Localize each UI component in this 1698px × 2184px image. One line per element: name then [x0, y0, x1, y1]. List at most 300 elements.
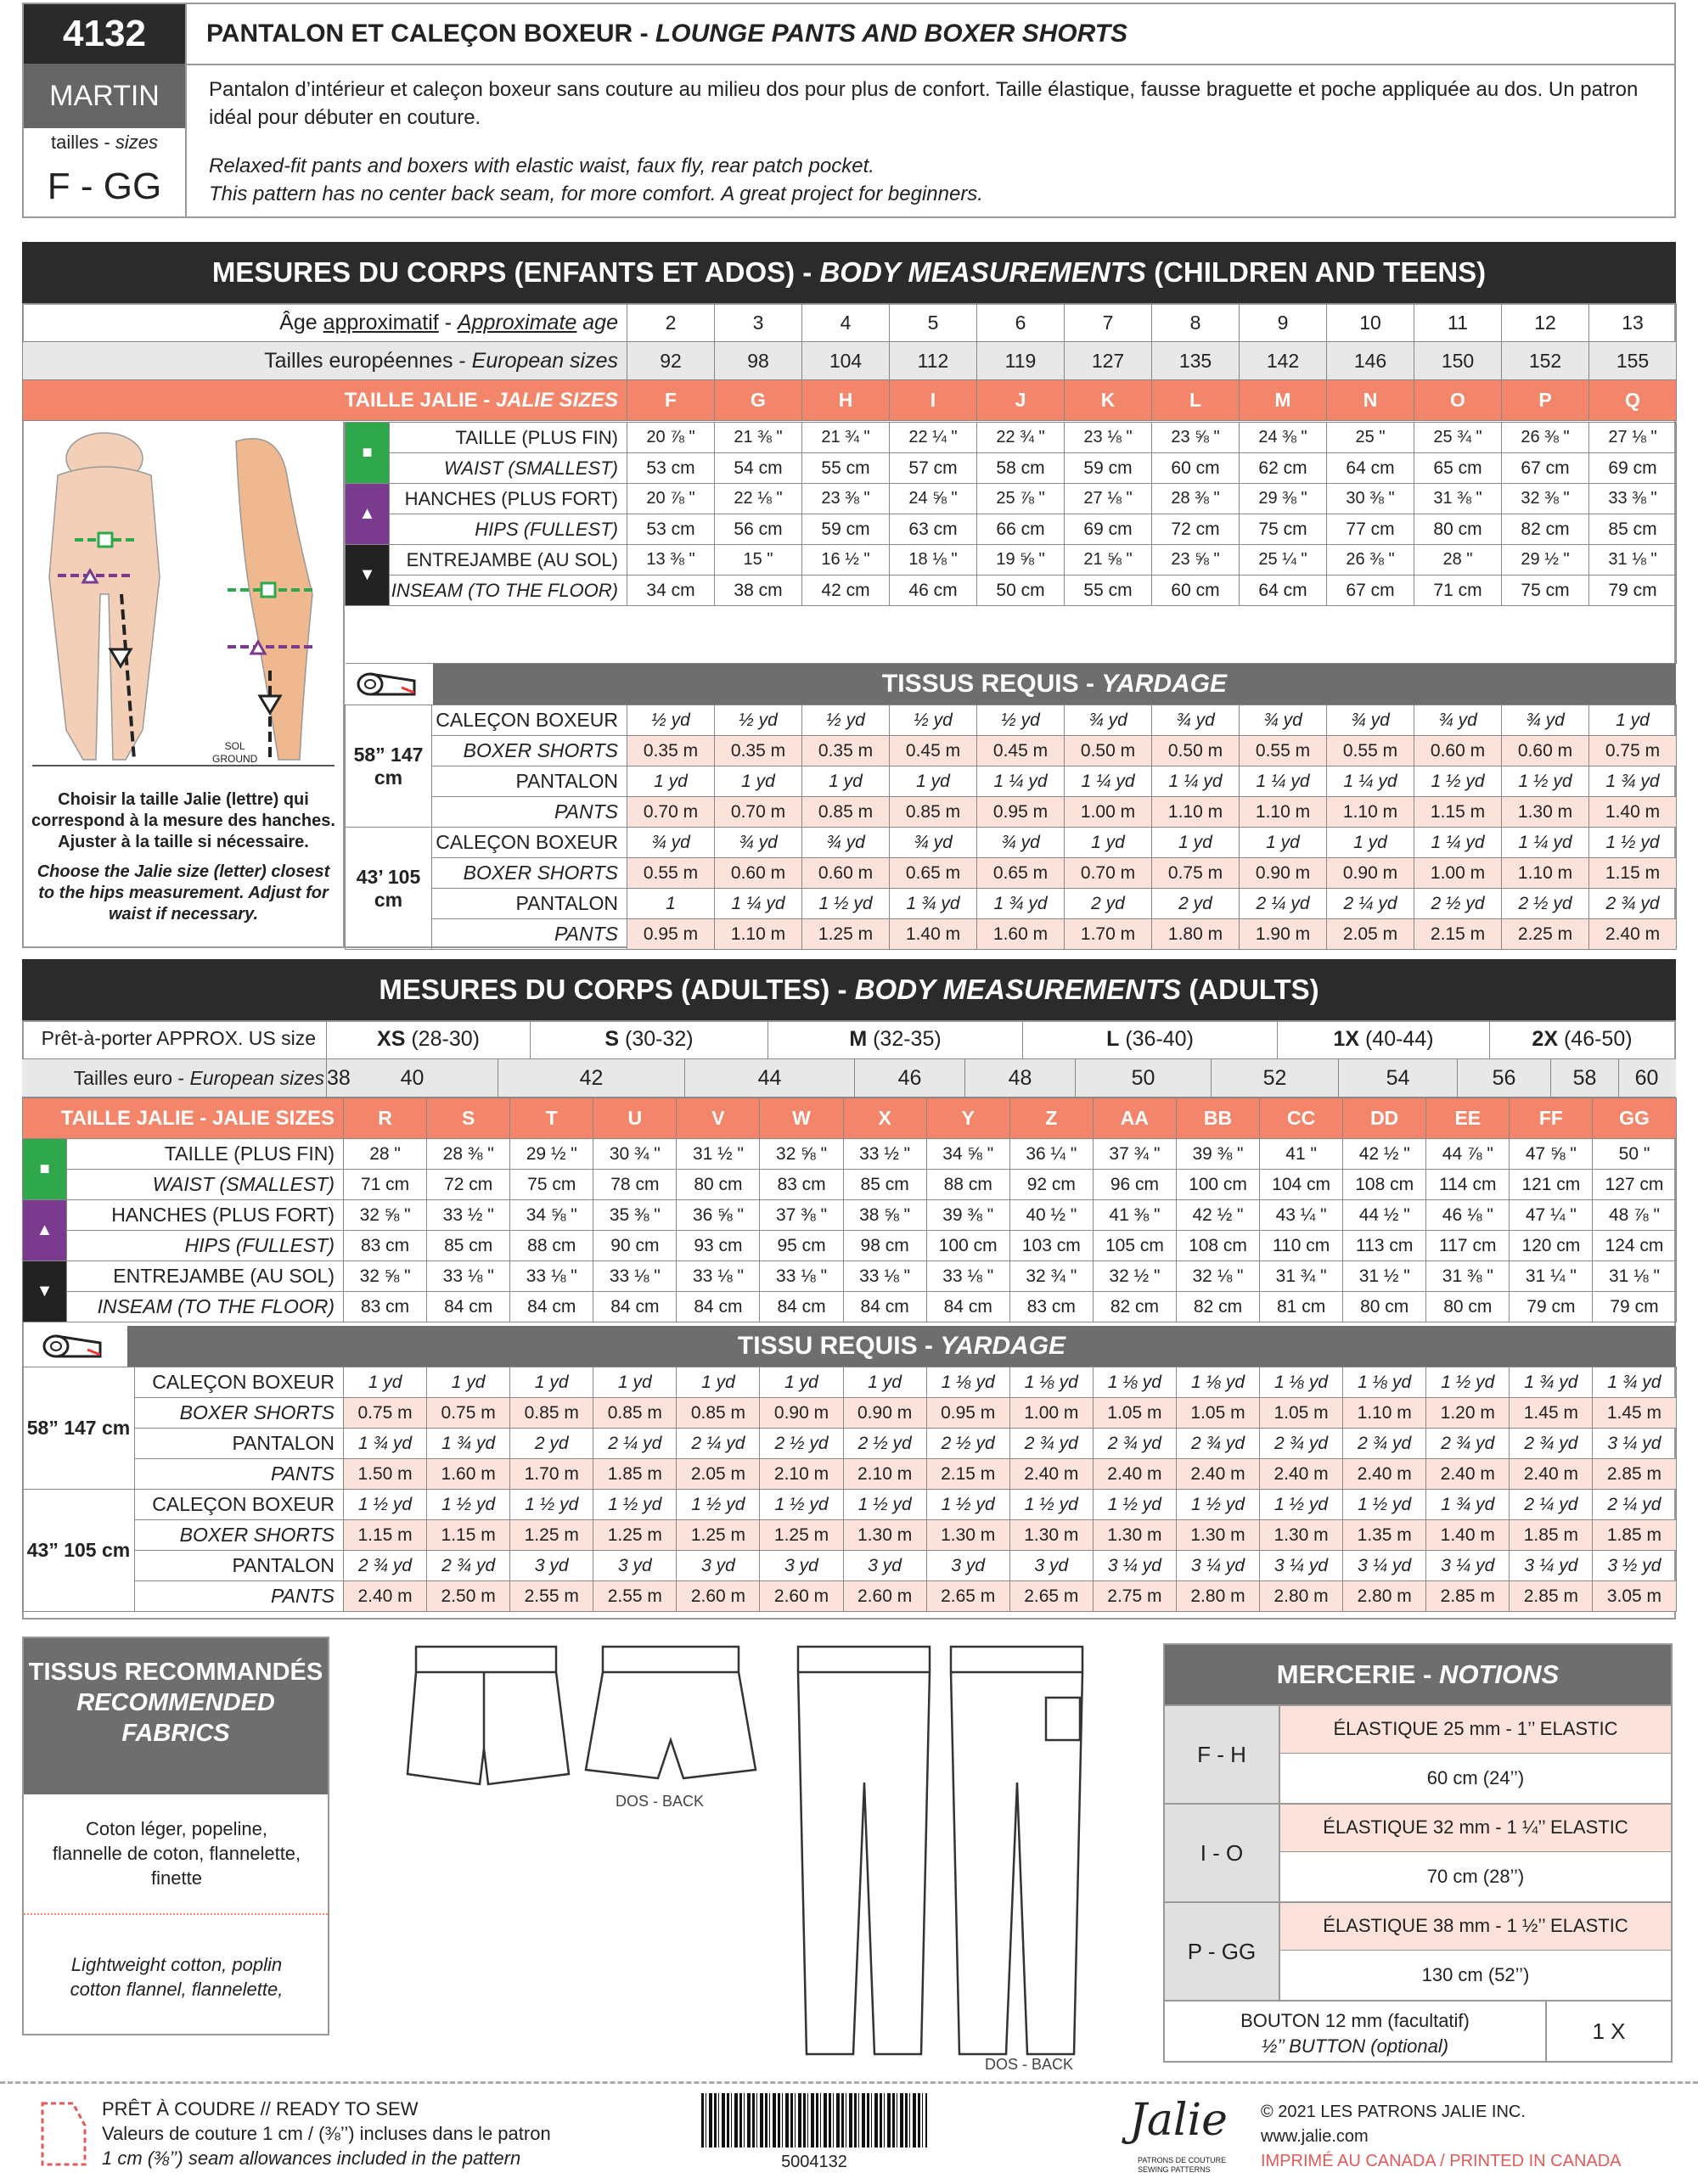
yd-cell: 1 yd — [677, 1367, 760, 1398]
pants-label-en: PANTS — [432, 919, 627, 950]
us-size-cell: L (36-40) — [1022, 1020, 1277, 1058]
boxer-label: CALEÇON BOXEUR — [432, 828, 627, 858]
adult-waist-cm: 75 cm — [510, 1170, 593, 1200]
adult-waist-cm: 85 cm — [843, 1170, 926, 1200]
m-cell: 1.30 m — [1093, 1520, 1176, 1551]
adult-hips-in: 34 ⅝ " — [510, 1200, 593, 1231]
jalie-cell: O — [1414, 380, 1502, 421]
yd-cell: 2 ¼ yd — [1593, 1490, 1676, 1520]
waist-label-en: WAIST (SMALLEST) — [67, 1170, 344, 1200]
adult-waist-in: 50 " — [1593, 1139, 1676, 1170]
adult-waist-in: 41 " — [1260, 1139, 1343, 1170]
yd-cell: ¾ yd — [1065, 705, 1152, 736]
waist-cm: 53 cm — [627, 453, 715, 484]
yd-cell: ½ yd — [890, 705, 977, 736]
yd-cell: 2 ¾ yd — [1009, 1429, 1093, 1459]
m-cell: 0.85 m — [510, 1398, 593, 1429]
m-cell: 1.10 m — [1327, 797, 1414, 828]
ages-cell: 5 — [890, 304, 977, 342]
adult-inseam-in: 33 ⅛ " — [760, 1261, 843, 1292]
euro-cell: 150 — [1414, 342, 1502, 380]
m-cell: 0.60 m — [1414, 736, 1502, 766]
yd-cell: 1 ½ yd — [1009, 1490, 1093, 1520]
yd-cell: 3 ¼ yd — [1426, 1551, 1510, 1581]
yardage-row — [23, 1490, 1677, 1520]
adult-inseam-cm: 84 cm — [760, 1292, 843, 1322]
adult-inseam-cm: 82 cm — [1176, 1292, 1259, 1322]
notion-name: ÉLASTIQUE 25 mm - 1’’ ELASTIC — [1279, 1706, 1671, 1754]
euro-cell: 46 — [854, 1059, 964, 1097]
yd-cell: 3 yd — [593, 1551, 677, 1581]
m-cell: 1.45 m — [1510, 1398, 1593, 1429]
ages-cell: 7 — [1065, 304, 1152, 342]
yd-cell: 1 yd — [1065, 828, 1152, 858]
yd-cell: 2 ½ yd — [1414, 889, 1502, 919]
inseam-cm: 67 cm — [1327, 575, 1414, 606]
m-cell: 1.85 m — [593, 1459, 677, 1490]
hips-in: 33 ⅜ " — [1589, 484, 1677, 514]
adult-hips-cm: 110 cm — [1260, 1231, 1343, 1261]
adult-inseam-in: 33 ⅛ " — [926, 1261, 1009, 1292]
adult-waist-cm: 72 cm — [427, 1170, 510, 1200]
waist-in: 26 ⅜ " — [1502, 423, 1589, 453]
yd-cell: 3 ¼ yd — [1260, 1551, 1343, 1581]
yd-cell: 1 ¾ yd — [1426, 1490, 1510, 1520]
hips-cm: 59 cm — [802, 514, 890, 545]
width-label: 58” 147 cm — [23, 1367, 135, 1490]
waist-label-en: WAIST (SMALLEST) — [390, 453, 627, 484]
yardage-row — [346, 766, 1677, 797]
adult-hips-in: 40 ½ " — [1009, 1200, 1093, 1231]
us-size-cell: 2X (46-50) — [1489, 1020, 1674, 1058]
jalie-cell: U — [593, 1098, 677, 1139]
inseam-icon: ▼ — [23, 1261, 67, 1322]
jalie-cell: EE — [1426, 1098, 1510, 1139]
adult-hips-in: 37 ⅜ " — [760, 1200, 843, 1231]
yd-cell: ¾ yd — [1502, 705, 1589, 736]
yd-cell: 1 yd — [1589, 705, 1677, 736]
kids-title: MESURES DU CORPS (ENFANTS ET ADOS) - BODY MEASUREMENTS (CHILDREN AND TEENS) — [22, 242, 1676, 303]
yd-cell: 1 ½ yd — [1426, 1367, 1510, 1398]
yd-cell: 1 yd — [890, 766, 977, 797]
hips-in: 32 ⅜ " — [1502, 484, 1589, 514]
hips-label: HANCHES (PLUS FORT) — [390, 484, 627, 514]
m-cell: 0.65 m — [977, 858, 1065, 889]
yd-cell: 1 yd — [760, 1367, 843, 1398]
adult-inseam-in: 32 ½ " — [1093, 1261, 1176, 1292]
yd-cell: 2 ½ yd — [926, 1429, 1009, 1459]
jalie-cell: W — [760, 1098, 843, 1139]
adult-waist-in: 36 ¼ " — [1009, 1139, 1093, 1170]
inseam-cm: 60 cm — [1152, 575, 1240, 606]
pattern-name: MARTIN — [24, 64, 185, 128]
header — [22, 3, 1676, 218]
yd-cell: 1 ½ yd — [677, 1490, 760, 1520]
m-cell: 1.30 m — [926, 1520, 1009, 1551]
adult-hips-cm: 93 cm — [677, 1231, 760, 1261]
m-cell: 1.25 m — [510, 1520, 593, 1551]
m-cell: 0.75 m — [1589, 736, 1677, 766]
inseam-cm-row — [346, 575, 1677, 606]
notion-name: ÉLASTIQUE 32 mm - 1 ¼’’ ELASTIC — [1279, 1805, 1671, 1852]
m-cell: 1.40 m — [1426, 1520, 1510, 1551]
m-cell: 0.85 m — [890, 797, 977, 828]
m-cell: 1.15 m — [1414, 797, 1502, 828]
yd-cell: 1 ¾ yd — [1510, 1367, 1593, 1398]
notion-size: F - H — [1165, 1706, 1279, 1803]
yd-cell: 2 ¾ yd — [1426, 1429, 1510, 1459]
yd-cell: 1 ¼ yd — [715, 889, 802, 919]
ages-cell: 10 — [1327, 304, 1414, 342]
yd-cell: 2 yd — [1152, 889, 1240, 919]
yd-cell: 2 ¼ yd — [1240, 889, 1327, 919]
yd-cell: 1 yd — [593, 1367, 677, 1398]
m-cell: 1.30 m — [1260, 1520, 1343, 1551]
ages-cell: 6 — [977, 304, 1065, 342]
yd-cell: ¾ yd — [890, 828, 977, 858]
m-cell: 2.15 m — [1414, 919, 1502, 950]
m-cell: 2.05 m — [1327, 919, 1414, 950]
waist-icon: ■ — [346, 423, 390, 484]
inseam-label: ENTREJAMBE (AU SOL) — [390, 545, 627, 575]
yd-cell: 1 yd — [627, 766, 715, 797]
waist-cm: 67 cm — [1502, 453, 1589, 484]
yd-cell: 1 yd — [843, 1367, 926, 1398]
hips-in: 23 ⅜ " — [802, 484, 890, 514]
adult-waist-in: 34 ⅝ " — [926, 1139, 1009, 1170]
adult-waist-cm: 127 cm — [1593, 1170, 1676, 1200]
yd-cell: 1 yd — [344, 1367, 427, 1398]
ready-to-sew: PRÊT À COUDRE // READY TO SEW Valeurs de couture 1 cm / (⅜’’) incluses dans le patron 1 cm (⅜’’) seam allowances included in the pattern — [102, 2098, 551, 2169]
yd-cell: 1 ½ yd — [510, 1490, 593, 1520]
body-figure — [24, 424, 343, 781]
adult-inseam-cm: 82 cm — [1093, 1292, 1176, 1322]
yd-cell: 2 yd — [510, 1429, 593, 1459]
back-label-1: DOS - BACK — [616, 1793, 705, 1810]
hips-label-en: HIPS (FULLEST) — [390, 514, 627, 545]
yd-cell: 2 ½ yd — [1502, 889, 1589, 919]
m-cell: 0.55 m — [1327, 736, 1414, 766]
yd-cell: 3 ¼ yd — [1093, 1551, 1176, 1581]
yd-cell: 1 ¾ yd — [344, 1429, 427, 1459]
waist-in: 21 ⅜ " — [715, 423, 802, 453]
m-cell: 1.20 m — [1426, 1398, 1510, 1429]
adult-inseam-in: 33 ⅛ " — [843, 1261, 926, 1292]
yd-cell: 3 yd — [677, 1551, 760, 1581]
m-cell: 0.50 m — [1065, 736, 1152, 766]
kids-body-table — [345, 422, 1677, 664]
yd-cell: 3 ¼ yd — [1176, 1551, 1259, 1581]
yardage-m-row — [23, 1581, 1677, 1612]
yd-cell: 2 ¼ yd — [1327, 889, 1414, 919]
description-fr: Pantalon d’intérieur et caleçon boxeur sans couture au milieu dos pour plus de confort. Taille élastique, fausse braguette et poche appliquée au dos. Un patron idéal pour débuter en couture. — [209, 78, 1639, 129]
m-cell: 1.10 m — [1240, 797, 1327, 828]
jalie-cell: R — [344, 1098, 427, 1139]
m-cell: 3.05 m — [1593, 1581, 1676, 1612]
waist-in: 27 ⅛ " — [1589, 423, 1677, 453]
yd-cell: 2 ¾ yd — [1260, 1429, 1343, 1459]
notion-row — [1165, 1704, 1671, 1803]
jalie-cell: X — [843, 1098, 926, 1139]
m-cell: 1.25 m — [593, 1520, 677, 1551]
waist-in: 24 ⅜ " — [1240, 423, 1327, 453]
adult-inseam-cm: 83 cm — [344, 1292, 427, 1322]
adult-hips-in: 39 ⅜ " — [926, 1200, 1009, 1231]
m-cell: 0.35 m — [802, 736, 890, 766]
jalie-row: TAILLE JALIE - JALIE SIZES F G H I J K L M N O P Q — [23, 380, 1677, 421]
pants-label-en: PANTS — [432, 797, 627, 828]
adult-hips-row — [23, 1200, 1677, 1231]
m-cell: 0.55 m — [1240, 736, 1327, 766]
adult-inseam-in: 33 ⅛ " — [427, 1261, 510, 1292]
m-cell: 1.25 m — [677, 1520, 760, 1551]
yardage-m-row — [23, 1398, 1677, 1429]
hips-cm: 63 cm — [890, 514, 977, 545]
m-cell: 2.40 m — [344, 1581, 427, 1612]
button-qty: 1 X — [1592, 2018, 1626, 2044]
m-cell: 2.60 m — [843, 1581, 926, 1612]
us-size-cell: M (32-35) — [767, 1020, 1022, 1058]
hips-in: 24 ⅝ " — [890, 484, 977, 514]
m-cell: 0.70 m — [715, 797, 802, 828]
inseam-in: 15 " — [715, 545, 802, 575]
yd-cell: 1 ¼ yd — [977, 766, 1065, 797]
yardage-m-row — [23, 1459, 1677, 1490]
waist-cm: 55 cm — [802, 453, 890, 484]
m-cell: 0.35 m — [627, 736, 715, 766]
euro-cell: 142 — [1240, 342, 1327, 380]
yd-cell: 1 — [627, 889, 715, 919]
adult-inseam-in: 31 ¾ " — [1260, 1261, 1343, 1292]
waist-cm: 57 cm — [890, 453, 977, 484]
yd-cell: ½ yd — [977, 705, 1065, 736]
m-cell: 1.15 m — [427, 1520, 510, 1551]
adult-waist-row — [23, 1139, 1677, 1170]
m-cell: 2.65 m — [1009, 1581, 1093, 1612]
yd-cell: 2 ½ yd — [843, 1429, 926, 1459]
description-en: Relaxed-fit pants and boxers with elastic waist, faux fly, rear patch pocket. This pattern has no center back seam, for more comfort. A great project for beginners. — [209, 154, 983, 205]
yd-cell: ½ yd — [802, 705, 890, 736]
m-cell: 2.85 m — [1510, 1581, 1593, 1612]
inseam-label-en: INSEAM (TO THE FLOOR) — [67, 1292, 344, 1322]
waist-label: TAILLE (PLUS FIN) — [67, 1139, 344, 1170]
m-cell: 0.60 m — [802, 858, 890, 889]
us-size-cell: S (30-32) — [530, 1020, 767, 1058]
inseam-cm: 71 cm — [1414, 575, 1502, 606]
adult-inseam-cm: 84 cm — [510, 1292, 593, 1322]
yd-cell: 3 yd — [1009, 1551, 1093, 1581]
adult-hips-in: 32 ⅝ " — [344, 1200, 427, 1231]
hips-cm: 56 cm — [715, 514, 802, 545]
m-cell: 2.55 m — [510, 1581, 593, 1612]
yardage-m-row — [23, 1520, 1677, 1551]
euro-cell: 44 — [684, 1059, 854, 1097]
yd-cell: ½ yd — [627, 705, 715, 736]
waist-in: 22 ¼ " — [890, 423, 977, 453]
adult-jalie-row — [23, 1098, 1677, 1139]
m-cell: 2.40 m — [1426, 1459, 1510, 1490]
yd-cell: 2 ¾ yd — [1093, 1429, 1176, 1459]
euro-cell: 52 — [1211, 1059, 1338, 1097]
adult-waist-in: 29 ½ " — [510, 1139, 593, 1170]
adult-inseam-cm: 84 cm — [427, 1292, 510, 1322]
yd-cell: 1 ½ yd — [843, 1490, 926, 1520]
yd-cell: 3 yd — [760, 1551, 843, 1581]
inseam-in: 23 ⅝ " — [1152, 545, 1240, 575]
m-cell: 0.45 m — [890, 736, 977, 766]
adult-yardage-table — [22, 1367, 1677, 1612]
yd-cell: 1 ¼ yd — [1502, 828, 1589, 858]
ground-label: SOL GROUND — [212, 740, 258, 765]
jalie-cell: Z — [1009, 1098, 1093, 1139]
yd-cell: ¾ yd — [1414, 705, 1502, 736]
yd-cell: 2 ¾ yd — [1589, 889, 1677, 919]
barcode — [701, 2093, 927, 2148]
hips-in: 28 ⅜ " — [1152, 484, 1240, 514]
adult-hips-in: 41 ⅜ " — [1093, 1200, 1176, 1231]
hips-in: 29 ⅜ " — [1240, 484, 1327, 514]
yd-cell: 1 ¾ yd — [427, 1429, 510, 1459]
adult-body-table — [22, 1098, 1677, 1322]
jalie-logo-sub: PATRONS DE COUTURE SEWING PATTERNS — [1138, 2156, 1227, 2174]
notion-qty: 130 cm (52’’) — [1279, 1951, 1671, 2000]
euro-cell: 38 — [326, 1059, 327, 1097]
m-cell: 0.55 m — [627, 858, 715, 889]
euro-cell: 50 — [1075, 1059, 1211, 1097]
waist-in: 23 ⅝ " — [1152, 423, 1240, 453]
m-cell: 0.50 m — [1152, 736, 1240, 766]
fabrics-title: TISSUS RECOMMANDÉS — [28, 1659, 323, 1686]
hips-cm: 72 cm — [1152, 514, 1240, 545]
jalie-logo: Jalie — [1129, 2095, 1228, 2146]
m-cell: 1.60 m — [427, 1459, 510, 1490]
yd-cell: ¾ yd — [715, 828, 802, 858]
adult-inseam-in: 31 ⅜ " — [1426, 1261, 1510, 1292]
adult-hips-cm: 117 cm — [1426, 1231, 1510, 1261]
m-cell: 2.80 m — [1260, 1581, 1343, 1612]
adult-inseam-cm: 84 cm — [843, 1292, 926, 1322]
yd-cell: 1 ½ yd — [1093, 1490, 1176, 1520]
adult-inseam-cm: 83 cm — [1009, 1292, 1093, 1322]
jalie-cell: S — [427, 1098, 510, 1139]
inseam-in: 21 ⅝ " — [1065, 545, 1152, 575]
jalie-cell: P — [1502, 380, 1589, 421]
adult-waist-in: 32 ⅝ " — [760, 1139, 843, 1170]
m-cell: 1.00 m — [1065, 797, 1152, 828]
page-title: PANTALON ET CALEÇON BOXEUR - LOUNGE PANTS AND BOXER SHORTS — [206, 20, 1128, 48]
m-cell: 2.15 m — [926, 1459, 1009, 1490]
yd-cell: ½ yd — [715, 705, 802, 736]
yd-cell: ¾ yd — [1327, 705, 1414, 736]
yd-cell: 2 ¼ yd — [593, 1429, 677, 1459]
inseam-label: ENTREJAMBE (AU SOL) — [67, 1261, 344, 1292]
yardage-m-row — [346, 858, 1677, 889]
yd-cell: 1 ½ yd — [1414, 766, 1502, 797]
waist-cm: 58 cm — [977, 453, 1065, 484]
m-cell: 2.40 m — [1093, 1459, 1176, 1490]
width-label: 43’ 105 cm — [346, 828, 432, 950]
yardage-m-row — [346, 919, 1677, 950]
m-cell: 0.85 m — [677, 1398, 760, 1429]
adult-waist-in: 31 ½ " — [677, 1139, 760, 1170]
adult-waist-cm-row — [23, 1170, 1677, 1200]
m-cell: 2.40 m — [1343, 1459, 1426, 1490]
yardage-m-row — [346, 736, 1677, 766]
boxer-label: CALEÇON BOXEUR — [135, 1490, 344, 1520]
adult-waist-in: 37 ¾ " — [1093, 1139, 1176, 1170]
m-cell: 1.30 m — [843, 1520, 926, 1551]
yd-cell: 2 ¾ yd — [1176, 1429, 1259, 1459]
m-cell: 2.55 m — [593, 1581, 677, 1612]
ages-cell: 13 — [1589, 304, 1677, 342]
m-cell: 1.90 m — [1240, 919, 1327, 950]
jalie-cell: GG — [1593, 1098, 1676, 1139]
m-cell: 0.35 m — [715, 736, 802, 766]
yd-cell: 2 ¾ yd — [1343, 1429, 1426, 1459]
euro-cell: 42 — [498, 1059, 684, 1097]
adult-waist-in: 42 ½ " — [1343, 1139, 1426, 1170]
m-cell: 1.40 m — [890, 919, 977, 950]
pattern-piece-icon — [39, 2100, 88, 2172]
boxer-label-en: BOXER SHORTS — [432, 736, 627, 766]
inseam-cm: 75 cm — [1502, 575, 1589, 606]
waist-in: 22 ¾ " — [977, 423, 1065, 453]
width-label: 43” 105 cm — [23, 1490, 135, 1612]
hips-cm: 69 cm — [1065, 514, 1152, 545]
adult-fabric-roll-icon — [22, 1326, 127, 1367]
euro-cell: 40 — [326, 1059, 498, 1097]
adult-waist-cm: 104 cm — [1260, 1170, 1343, 1200]
yd-cell: 3 yd — [843, 1551, 926, 1581]
m-cell: 0.70 m — [1065, 858, 1152, 889]
waist-cm: 65 cm — [1414, 453, 1502, 484]
yd-cell: 1 ⅛ yd — [1093, 1367, 1176, 1398]
m-cell: 2.40 m — [1589, 919, 1677, 950]
adult-waist-cm: 78 cm — [593, 1170, 677, 1200]
inseam-cm: 55 cm — [1065, 575, 1152, 606]
yd-cell: 1 ½ yd — [1502, 766, 1589, 797]
adult-hips-cm: 103 cm — [1009, 1231, 1093, 1261]
m-cell: 1.25 m — [760, 1520, 843, 1551]
jalie-cell: J — [977, 380, 1065, 421]
m-cell: 2.40 m — [1510, 1459, 1593, 1490]
adult-hips-cm: 85 cm — [427, 1231, 510, 1261]
m-cell: 1.50 m — [344, 1459, 427, 1490]
fabrics-box — [22, 1637, 329, 2035]
euro-cell: 152 — [1502, 342, 1589, 380]
ages-cell: 8 — [1152, 304, 1240, 342]
waist-cm: 69 cm — [1589, 453, 1677, 484]
m-cell: 1.80 m — [1152, 919, 1240, 950]
ages-cell: 4 — [802, 304, 890, 342]
adult-hips-cm: 83 cm — [344, 1231, 427, 1261]
euro-cell: 104 — [802, 342, 890, 380]
yardage-row — [346, 889, 1677, 919]
adult-inseam-cm: 84 cm — [926, 1292, 1009, 1322]
waist-cm: 64 cm — [1327, 453, 1414, 484]
jalie-cell: N — [1327, 380, 1414, 421]
m-cell: 1.10 m — [1502, 858, 1589, 889]
hips-cm: 80 cm — [1414, 514, 1502, 545]
yd-cell: 1 yd — [1240, 828, 1327, 858]
adult-waist-in: 33 ½ " — [843, 1139, 926, 1170]
adult-hips-cm: 120 cm — [1510, 1231, 1593, 1261]
inseam-in: 25 ¼ " — [1240, 545, 1327, 575]
ages-cell: 3 — [715, 304, 802, 342]
inseam-row — [346, 545, 1677, 575]
jalie-label: TAILLE JALIE - JALIE SIZES — [23, 1098, 344, 1139]
waist-in: 20 ⅞ " — [627, 423, 715, 453]
